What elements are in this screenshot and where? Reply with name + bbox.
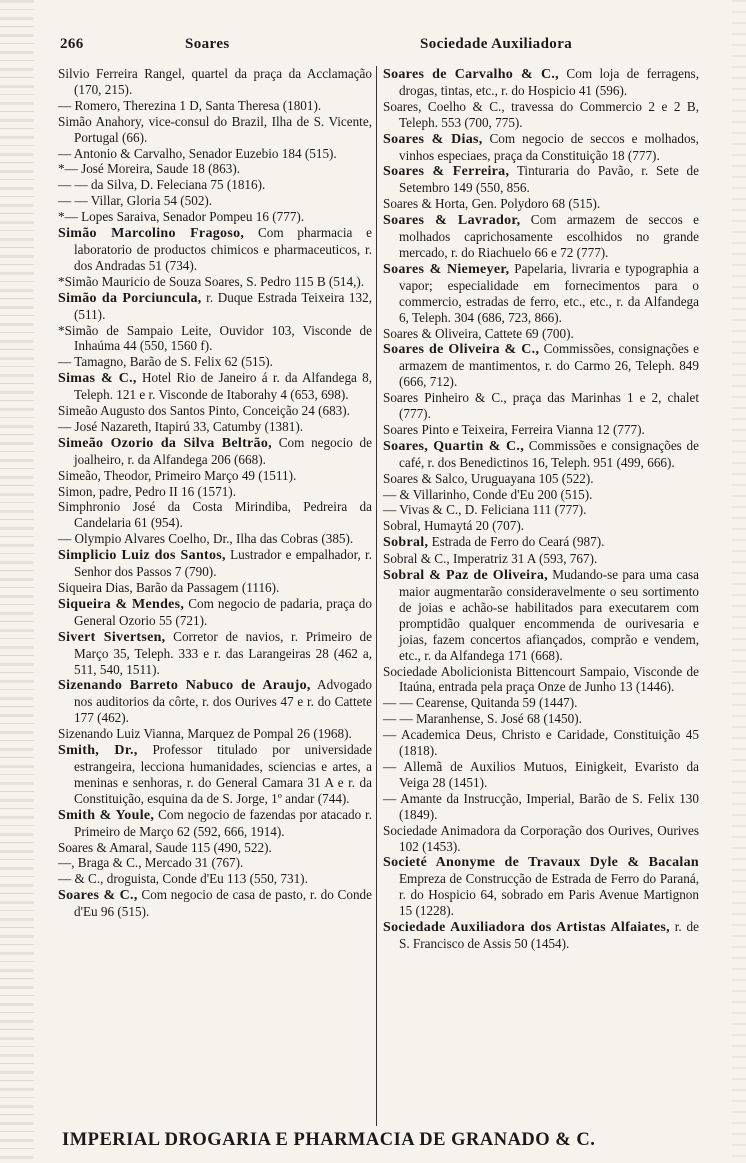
entry-text: Soares Pinto e Teixeira, Ferreira Vianna 12 (777). [383,421,645,437]
entry-details: r. de S. Francisco de Assis 50 (1454). [399,919,699,951]
directory-entry [383,567,699,663]
directory-entry [58,66,372,98]
directory-entry [58,114,372,146]
directory-entry [383,163,699,196]
directory-entry [58,484,372,500]
directory-entry [383,791,699,823]
entry-text: — Vivas & C., D. Feliciana 111 (777). [383,502,587,518]
directory-entry [58,855,372,871]
entry-details: Com loja de ferragens, drogas, tintas, etc., r. do Hospicio 41 (596). [399,66,699,98]
directory-entry [58,98,372,114]
entry-text: Simon, padre, Pedro II 16 (1571). [58,483,236,499]
entry-text: — — Cearense, Quitanda 59 (1447). [383,695,578,711]
entry-details: Commissões e consignações de café, r. dos Benedictinos 16, Teleph. 951 (499, 666). [399,437,699,470]
directory-entry [58,161,372,177]
entry-details: Advogado nos auditorios da côrte, r. dos Ourives 47 e r. do Cattete 177 (462). [74,677,372,726]
entry-name-bold: Simão da Porciuncula, [58,290,202,306]
directory-entry [383,919,699,952]
entry-text: Soares & Amaral, Saude 115 (490, 522). [58,839,272,855]
entry-name-bold: Simas & C., [58,371,137,387]
entry-name-bold: Simão Marcolino Fragoso, [58,226,245,242]
entry-text: Sizenando Luiz Vianna, Marquez de Pompal 26 (1968). [58,726,352,742]
directory-entry [383,502,699,518]
entry-name-bold: Soares & C., [58,888,138,904]
directory-entry [383,99,699,131]
entry-details: Estrada de Ferro do Ceará (987). [428,534,605,550]
entry-name-bold: Smith & Youle, [58,807,155,823]
entry-details: Com negocio de casa de pasto, r. do Conde d'Eu 96 (515). [74,887,372,920]
entry-name-bold: Soares de Oliveira & C., [383,342,540,358]
entry-text: *— Lopes Saraiva, Senador Pompeu 16 (777). [58,209,305,225]
directory-entry [58,435,372,468]
entry-name-bold: Simeão Ozorio da Silva Beltrão, [58,435,272,451]
entry-details: Papelaria, livraria e typographia a vapor; especialidade em fornecimentos para o commercio, estradas de ferro, etc., etc., r. da Alfandega 6, Teleph. 304 (686, 723, 866). [399,260,699,325]
entry-details: Professor titulado por universidade estrangeira, lecciona humanidades, sciencias e artes, a meninas e senhoras, r. do General Camara 31 A e r. da Constituição, esquina da de S. Jorge, 1º andar (744). [74,742,372,806]
entry-text: —, Braga & C., Mercado 31 (767). [58,855,244,871]
directory-entry [58,840,372,856]
directory-entry [383,196,699,212]
entry-name-bold: Siqueira & Mendes, [58,596,185,612]
directory-entry [58,677,372,726]
directory-entry [383,326,699,342]
entry-name-bold: Societé Anonyme de Travaux Dyle & Bacalan [383,855,699,871]
directory-entry [383,534,699,551]
entry-text: — Tamagno, Barão de S. Felix 62 (515). [58,354,273,370]
entry-name-bold: Sizenando Barreto Nabuco de Araujo, [58,678,311,694]
entry-text: Soares & Salco, Uruguayana 105 (522). [383,470,594,486]
directory-entry [58,887,372,920]
directory-entry [58,742,372,807]
entry-text: Soares, Coelho & C., travessa do Commercio 2 e 2 B, Teleph. 553 (700, 775). [383,98,699,130]
directory-entry [58,807,372,840]
entry-details: Com negocio de seccos e molhados, vinhos especiaes, praça da Constituição 18 (777). [399,130,699,163]
directory-entry [58,370,372,403]
directory-entry [58,274,372,290]
entry-text: — & C., droguista, Conde d'Eu 113 (550, 731). [58,871,308,887]
directory-entry [383,823,699,855]
entry-details: Lustrador e empalhador, r. Senhor dos Passos 7 (790). [74,547,373,580]
directory-entry [383,759,699,791]
entry-name-bold: Soares & Dias, [383,131,483,147]
entry-text: Simão Anahory, vice-consul do Brazil, Ilha de S. Vicente, Portugal (66). [58,113,372,145]
directory-entry [58,177,372,193]
entry-details: Commissões, consignações e armazem de mantimentos, r. do Carmo 26, Teleph. 849 (666, 712). [399,341,699,390]
directory-entry [58,580,372,596]
directory-entry [58,871,372,887]
directory-entry [58,629,372,678]
entry-text: — Allemã de Auxilios Mutuos, Einigkeit, Evaristo da Veiga 28 (1451). [383,758,699,790]
directory-entry [58,468,372,484]
directory-entry [58,209,372,225]
entry-text: — — Villar, Gloria 54 (502). [58,193,213,209]
directory-entry [383,711,699,727]
directory-entry [58,547,372,580]
directory-entry [383,487,699,503]
entry-details: Mudando-se para uma casa maior augmentarão consideravelmente o seu sortimento de joias e achão-se habilitados para executarem com promptidão qualquer encommenda de ourivesaria e joias, fazem concertos afiançados, comprão e vendem, etc., r. da Alfandega 171 (668). [399,567,700,663]
page-edge-right [732,0,746,1163]
running-head-right: Sociedade Auxiliadora [420,36,573,52]
page-edge-left [0,0,34,1163]
advertisement-footer: IMPERIAL DROGARIA E PHARMACIA DE GRANADO & C. [62,1130,596,1150]
entry-text: — & Villarinho, Conde d'Eu 200 (515). [383,486,593,502]
entry-details: Tinturaria do Pavão, r. Sete de Setembro 149 (550, 856. [399,163,699,196]
directory-entry [58,403,372,419]
entry-details: Corretor de navios, r. Primeiro de Março 35, Teleph. 333 e r. das Larangeiras 28 (462 a, 511, 540, 1511). [74,628,372,677]
entry-text: *— José Moreira, Saude 18 (863). [58,161,241,177]
entry-details: Com negocio de padaria, praça do General Ozorio 55 (721). [74,595,372,628]
entry-name-bold: Sociedade Auxiliadora dos Artistas Alfaiates, [383,920,670,936]
entry-text: Soares Pinheiro & C., praça das Marinhas 1 e 2, chalet (777). [383,390,699,422]
entry-name-bold: Smith, Dr., [58,743,138,759]
directory-entry [58,225,372,274]
entry-text: Simeão, Theodor, Primeiro Março 49 (1511). [58,467,297,483]
entry-text: *Simão Mauricio de Souza Soares, S. Pedro 115 B (514,). [58,273,365,289]
directory-entry [383,695,699,711]
directory-entry [58,419,372,435]
entry-details: Com pharmacia e laboratorio de productos chimicos e pharmaceuticos, r. dos Andradas 51 (734). [74,225,372,273]
directory-entry [383,518,699,534]
entry-text: — Amante da Instrucção, Imperial, Barão de S. Felix 130 (1849). [383,790,699,822]
directory-entry [58,596,372,629]
entry-name-bold: Simplicio Luiz dos Santos, [58,548,226,564]
entry-text: — Olympio Alvares Coelho, Dr., Ilha das Cobras (385). [58,531,354,547]
directory-entry [58,146,372,162]
entry-details: r. Duque Estrada Teixeira 132, (511). [74,289,372,322]
entry-text: Simeão Augusto dos Santos Pinto, Conceição 24 (683). [58,403,350,419]
left-column [58,66,372,920]
directory-entry [58,290,372,323]
directory-entry [383,727,699,759]
column-divider [376,66,377,1126]
entry-text: Soares & Oliveira, Cattete 69 (700). [383,325,574,341]
directory-entry [383,422,699,438]
directory-entry [383,261,699,326]
entry-details: Com negocio de joalheiro, r. da Alfandega 206 (668). [74,434,372,467]
entry-name-bold: Sobral & Paz de Oliveira, [383,568,548,584]
directory-entry [58,323,372,355]
entry-text: — José Nazareth, Itapirú 33, Catumby (1381). [58,418,304,434]
entry-details: Com armazem de seccos e molhados caprichosamente escolhidos no grande mercado, r. do Riachuelo 66 e 72 (777). [399,212,699,260]
entry-text: — Academica Deus, Christo e Caridade, Constituição 45 (1818). [383,727,699,759]
entry-name-bold: Soares & Niemeyer, [383,261,510,277]
directory-entry [383,131,699,164]
directory-entry [58,726,372,742]
entry-text: Sociedade Abolicionista Bittencourt Sampaio, Visconde de Itaúna, entrada pela praça Onze de Junho 13 (1446). [383,663,699,695]
entry-name-bold: Soares & Lavrador, [383,213,521,229]
entry-name-bold: Soares & Ferreira, [383,164,510,180]
entry-text: Silvio Ferreira Rangel, quartel da praça da Acclamação (170, 215). [58,66,372,97]
entry-text: Soares & Horta, Gen. Polydoro 68 (515). [383,196,601,212]
entry-text: — Romero, Therezina 1 D, Santa Theresa (1801). [58,97,322,113]
directory-entry [58,193,372,209]
directory-entry [58,499,372,531]
directory-entry [383,212,699,261]
entry-text: Siqueira Dias, Barão da Passagem (1116). [58,580,280,595]
entry-details: Com negocio de fazendas por atacado r. Primeiro de Março 62 (592, 666, 1914). [74,806,372,839]
page-number: 266 [60,36,84,52]
entry-details: Hotel Rio de Janeiro á r. da Alfandega 8, Teleph. 121 e r. Visconde de Itaborahy 4 (653, 698). [74,370,373,403]
entry-text: *Simão de Sampaio Leite, Ouvidor 103, Visconde de Inhaúma 44 (550, 1560 f). [58,322,372,354]
directory-entry [383,471,699,487]
directory-entry [383,438,699,471]
entry-text: — — Maranhense, S. José 68 (1450). [383,711,582,727]
entry-details: Empreza de Construcção de Estrada de Ferro do Paraná, r. do Hospicio 64, sobrado em Paris Avenue Martignon 15 (1228). [399,871,699,919]
directory-entry [58,354,372,370]
entry-text: Sobral & C., Imperatriz 31 A (593, 767). [383,551,598,567]
directory-entry [383,551,699,567]
directory-entry [383,341,699,390]
entry-text: Sobral, Humaytá 20 (707). [383,518,525,534]
directory-entry [383,390,699,422]
entry-text: — — da Silva, D. Feleciana 75 (1816). [58,177,266,193]
directory-entry [383,66,699,99]
entry-name-bold: Soares, Quartin & C., [383,438,525,454]
entry-name-bold: Soares de Carvalho & C., [383,67,559,82]
entry-name-bold: Sivert Sivertsen, [58,629,166,645]
entry-text: — Antonio & Carvalho, Senador Euzebio 184 (515). [58,145,337,161]
running-head-left: Soares [185,36,230,52]
directory-entry [383,854,699,919]
directory-entry [58,531,372,547]
entry-name-bold: Sobral, [383,535,429,551]
entry-text: Simphronio José da Costa Mirindiba, Pedreira da Candelaria 61 (954). [58,499,372,531]
directory-entry [383,664,699,696]
right-column [383,66,699,952]
entry-text: Sociedade Animadora da Corporação dos Ourives, Ourives 102 (1453). [383,822,699,854]
